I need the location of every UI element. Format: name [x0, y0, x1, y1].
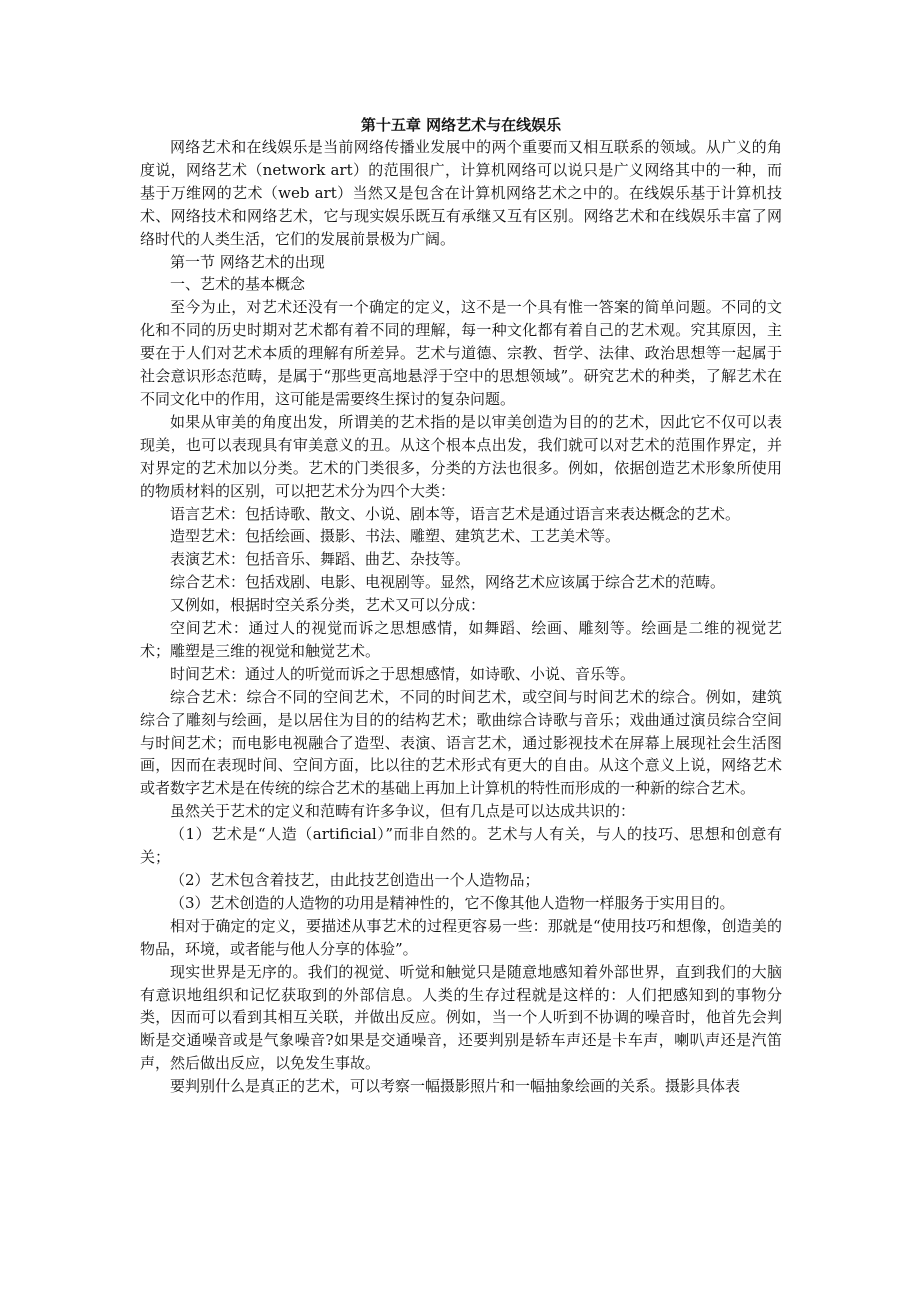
paragraph: 相对于确定的定义，要描述从事艺术的过程更容易一些：那就是“使用技巧和想像，创造美的物品，环境，或者能与他人分享的体验”。 [140, 916, 782, 958]
paragraph: 又例如，根据时空关系分类，艺术又可以分成： [170, 596, 486, 615]
list-item: 语言艺术：包括诗歌、散文、小说、剧本等，语言艺术是通过语言来表达概念的艺术。 [170, 504, 741, 523]
list-item: （3）艺术创造的人造物的功用是精神性的，它不像其他人造物一样服务于实用目的。 [170, 893, 735, 912]
list-item: 综合艺术：综合不同的空间艺术，不同的时间艺术，或空间与时间艺术的综合。例如，建筑综合了雕刻与绘画，是以居住为目的的结构艺术；歌曲综合诗歌与音乐；戏曲通过演员综合空间与时间艺术；而电影电视融合了造型、表演、语言艺术，通过影视技术在屏幕上展现社会生活图画，因而在表现时间、空间方面，比以往的艺术形式有更大的自由。从这个意义上说，网络艺术或者数字艺术是在传统的综合艺术的基础上再加上计算机的特性而形成的一种新的综合艺术。 [140, 687, 782, 798]
list-item: 综合艺术：包括戏剧、电影、电视剧等。显然，网络艺术应该属于综合艺术的范畴。 [170, 573, 726, 592]
list-item: 造型艺术：包括绘画、摄影、书法、雕塑、建筑艺术、工艺美术等。 [170, 527, 621, 546]
document-page [140, 112, 782, 1098]
paragraph: 如果从审美的角度出发，所谓美的艺术指的是以审美创造为目的的艺术，因此它不仅可以表现美，也可以表现具有审美意义的丑。从这个根本点出发，我们就可以对艺术的范围作界定，并对界定的艺术加以分类。艺术的门类很多，分类的方法也很多。例如，依据创造艺术形象所使用的物质材料的区别，可以把艺术分为四个大类： [140, 412, 782, 500]
list-item: （2）艺术包含着技艺，由此技艺创造出一个人造物品； [170, 871, 540, 889]
list-item: 表演艺术：包括音乐、舞蹈、曲艺、杂技等。 [170, 550, 471, 569]
intro-paragraph: 网络艺术和在线娱乐是当前网络传播业发展中的两个重要而又相互联系的领域。从广义的角度说，网络艺术（network art）的范围很广，计算机网络可以说只是广义网络其中的一种，而基于万维网的艺术（web art）当然又是包含在计算机网络艺术之中的。在线娱乐基于计算机技术、网络技术和网络艺术，它与现实娱乐既互有承继又互有区别。网络艺术和在线娱乐丰富了网络时代的人类生活，它们的发展前景极为广阔。 [140, 138, 782, 248]
paragraph: 要判别什么是真正的艺术，可以考察一幅摄影照片和一幅抽象绘画的关系。摄影具体表 [170, 1077, 741, 1096]
list-item: 时间艺术：通过人的听觉而诉之于思想感情，如诗歌、小说、音乐等。 [170, 664, 636, 683]
paragraph: 现实世界是无序的。我们的视觉、听觉和触觉只是随意地感知着外部世界，直到我们的大脑有意识地组织和记忆获取到的外部信息。人类的生存过程就是这样的：人们把感知到的事物分类，因而可以看到其相互关联，并做出反应。例如，当一个人听到不协调的噪音时，他首先会判断是交通噪音或是气象噪音?如果是交通噪音，还要判别是轿车声还是卡车声，喇叭声还是汽笛声，然后做出反应，以免发生事故。 [140, 962, 782, 1073]
list-item: （1）艺术是“人造（artificial）”而非自然的。艺术与人有关，与人的技巧、思想和创意有关； [140, 825, 782, 867]
paragraph: 至今为止，对艺术还没有一个确定的定义，这不是一个具有惟一答案的简单问题。不同的文化和不同的历史时期对艺术都有着不同的理解，每一种文化都有着自己的艺术观。究其原因，主要在于人们对艺术本质的理解有所差异。艺术与道德、宗教、哲学、法律、政治思想等一起属于社会意识形态范畴，是属于“那些更高地悬浮于空中的思想领域”。研究艺术的种类，了解艺术在不同文化中的作用，这可能是需要终生探讨的复杂问题。 [140, 298, 782, 408]
subsection-heading: 一、艺术的基本概念 [170, 275, 306, 294]
list-item: 空间艺术：通过人的视觉而诉之思想感情，如舞蹈、绘画、雕刻等。绘画是二维的视觉艺术；雕塑是三维的视觉和触觉艺术。 [140, 619, 782, 660]
section-heading: 第一节 网络艺术的出现 [170, 252, 325, 271]
chapter-title: 第十五章 网络艺术与在线娱乐 [360, 116, 562, 134]
paragraph: 虽然关于艺术的定义和范畴有许多争议，但有几点是可以达成共识的： [170, 802, 636, 821]
